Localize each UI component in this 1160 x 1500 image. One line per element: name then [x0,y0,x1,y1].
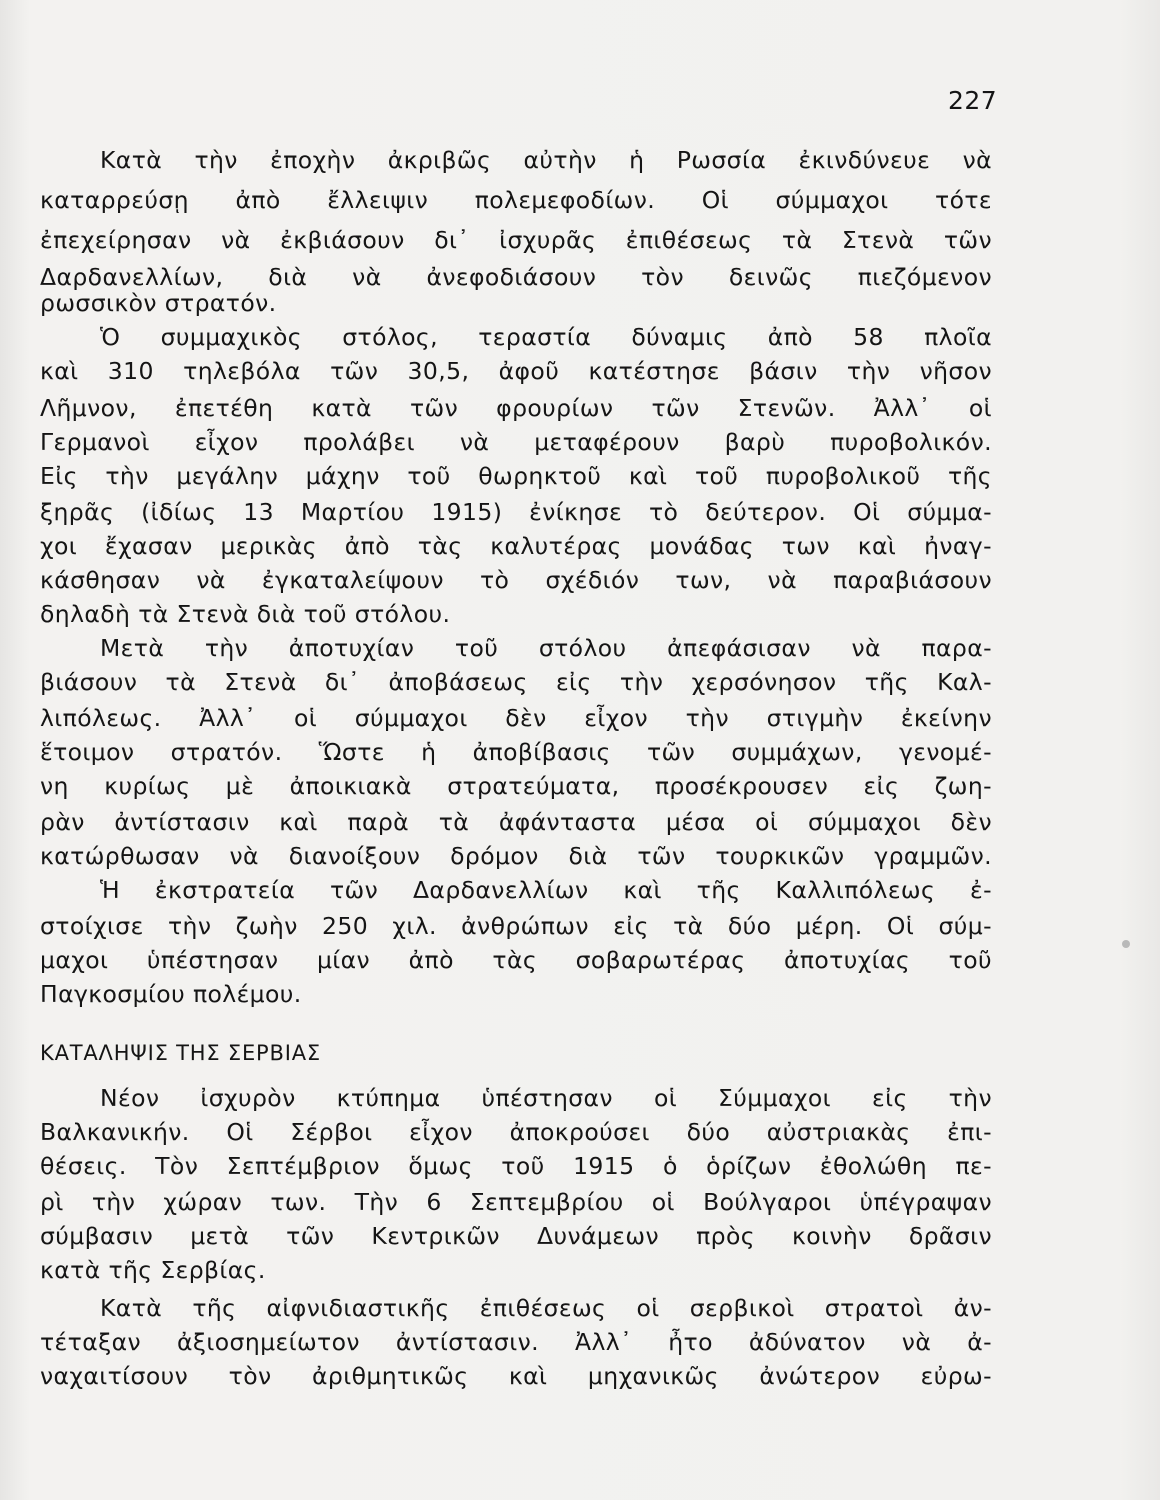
text-line: ἐπεχείρησαν νὰ ἐκβιάσουν δι᾽ ἰσχυρᾶς ἐπιθέσεως τὰ Στενὰ τῶν [40,226,992,254]
text-line: Εἰς τὴν μεγάλην μάχην τοῦ θωρηκτοῦ καὶ τοῦ πυροβολικοῦ τῆς [40,462,992,490]
text-line: ἕτοιμον στρατόν. Ὥστε ἡ ἀποβίβασις τῶν συμμάχων, γενομέ- [40,738,992,766]
page-number: 227 [948,86,998,115]
text-line: νη κυρίως μὲ ἀποικιακὰ στρατεύματα, προσέκρουσεν εἰς ζωη- [40,772,992,800]
text-line: λιπόλεως. Ἀλλ᾽ οἱ σύμμαχοι δὲν εἶχον τὴν στιγμὴν ἐκείνην [40,704,992,732]
text-line: Κατὰ τὴν ἐποχὴν ἀκριβῶς αὐτὴν ἡ Ρωσσία ἐκινδύνευε νὰ [100,146,992,174]
text-line: Κατὰ τῆς αἰφνιδιαστικῆς ἐπιθέσεως οἱ σερβικοὶ στρατοὶ ἀν- [100,1294,992,1322]
text-line: στοίχισε τὴν ζωὴν 250 χιλ. ἀνθρώπων εἰς τὰ δύο μέρη. Οἱ σύμ- [40,912,992,940]
text-line: Δαρδανελλίων, διὰ νὰ ἀνεφοδιάσουν τὸν δεινῶς πιεζόμενον [40,263,992,291]
text-line: χοι ἔχασαν μερικὰς ἀπὸ τὰς καλυτέρας μονάδας των καὶ ἠναγ- [40,532,992,560]
text-line: δηλαδὴ τὰ Στενὰ διὰ τοῦ στόλου. [40,600,451,628]
paper-speck [1122,940,1130,948]
text-line: ρὰν ἀντίστασιν καὶ παρὰ τὰ ἀφάνταστα μέσα οἱ σύμμαχοι δὲν [40,808,992,836]
section-heading: ΚΑΤΑΛΗΨΙΣ ΤΗΣ ΣΕΡΒΙΑΣ [40,1041,321,1065]
text-line: τέταξαν ἀξιοσημείωτον ἀντίστασιν. Ἀλλ᾽ ἦτο ἀδύνατον νὰ ἀ- [40,1328,992,1356]
text-line: Ὁ συμμαχικὸς στόλος, τεραστία δύναμις ἀπὸ 58 πλοῖα [100,323,992,351]
text-line: Νέον ἰσχυρὸν κτύπημα ὑπέστησαν οἱ Σύμμαχοι εἰς τὴν [100,1084,992,1112]
text-line: σύμβασιν μετὰ τῶν Κεντρικῶν Δυνάμεων πρὸς κοινὴν δρᾶσιν [40,1222,992,1250]
text-line: ξηρᾶς (ἰδίως 13 Μαρτίου 1915) ἐνίκησε τὸ δεύτερον. Οἱ σύμμα- [40,498,992,526]
text-line: κατὰ τῆς Σερβίας. [40,1256,266,1284]
text-line: κάσθησαν νὰ ἐγκαταλείψουν τὸ σχέδιόν των, νὰ παραβιάσουν [40,566,992,594]
text-line: ναχαιτίσουν τὸν ἀριθμητικῶς καὶ μηχανικῶς ἀνώτερον εὐρω- [40,1362,992,1390]
text-line: καὶ 310 τηλεβόλα τῶν 30,5, ἀφοῦ κατέστησε βάσιν τὴν νῆσον [40,357,992,385]
text-line: Ἡ ἐκστρατεία τῶν Δαρδανελλίων καὶ τῆς Καλλιπόλεως ἐ- [100,876,992,904]
text-line: θέσεις. Τὸν Σεπτέμβριον ὅμως τοῦ 1915 ὁ ὁρίζων ἐθολώθη πε- [40,1152,992,1180]
text-line: Βαλκανικήν. Οἱ Σέρβοι εἶχον ἀποκρούσει δύο αὐστριακὰς ἐπι- [40,1118,992,1146]
text-line: μαχοι ὑπέστησαν μίαν ἀπὸ τὰς σοβαρωτέρας ἀποτυχίας τοῦ [40,946,992,974]
text-line: καταρρεύσῃ ἀπὸ ἔλλειψιν πολεμεφοδίων. Οἱ σύμμαχοι τότε [40,186,992,214]
text-line: βιάσουν τὰ Στενὰ δι᾽ ἀποβάσεως εἰς τὴν χερσόνησον τῆς Καλ- [40,668,992,696]
text-line: κατώρθωσαν νὰ διανοίξουν δρόμον διὰ τῶν τουρκικῶν γραμμῶν. [40,842,992,870]
text-line: Μετὰ τὴν ἀποτυχίαν τοῦ στόλου ἀπεφάσισαν νὰ παρα- [100,634,992,662]
text-line: ρωσσικὸν στρατόν. [40,289,277,317]
text-line: Παγκοσμίου πολέμου. [40,980,302,1008]
text-line: ρὶ τὴν χώραν των. Τὴν 6 Σεπτεμβρίου οἱ Βούλγαροι ὑπέγραψαν [40,1188,992,1216]
text-line: Γερμανοὶ εἶχον προλάβει νὰ μεταφέρουν βαρὺ πυροβολικόν. [40,428,992,456]
text-line: Λῆμνον, ἐπετέθη κατὰ τῶν φρουρίων τῶν Στενῶν. Ἀλλ᾽ οἱ [40,394,992,422]
